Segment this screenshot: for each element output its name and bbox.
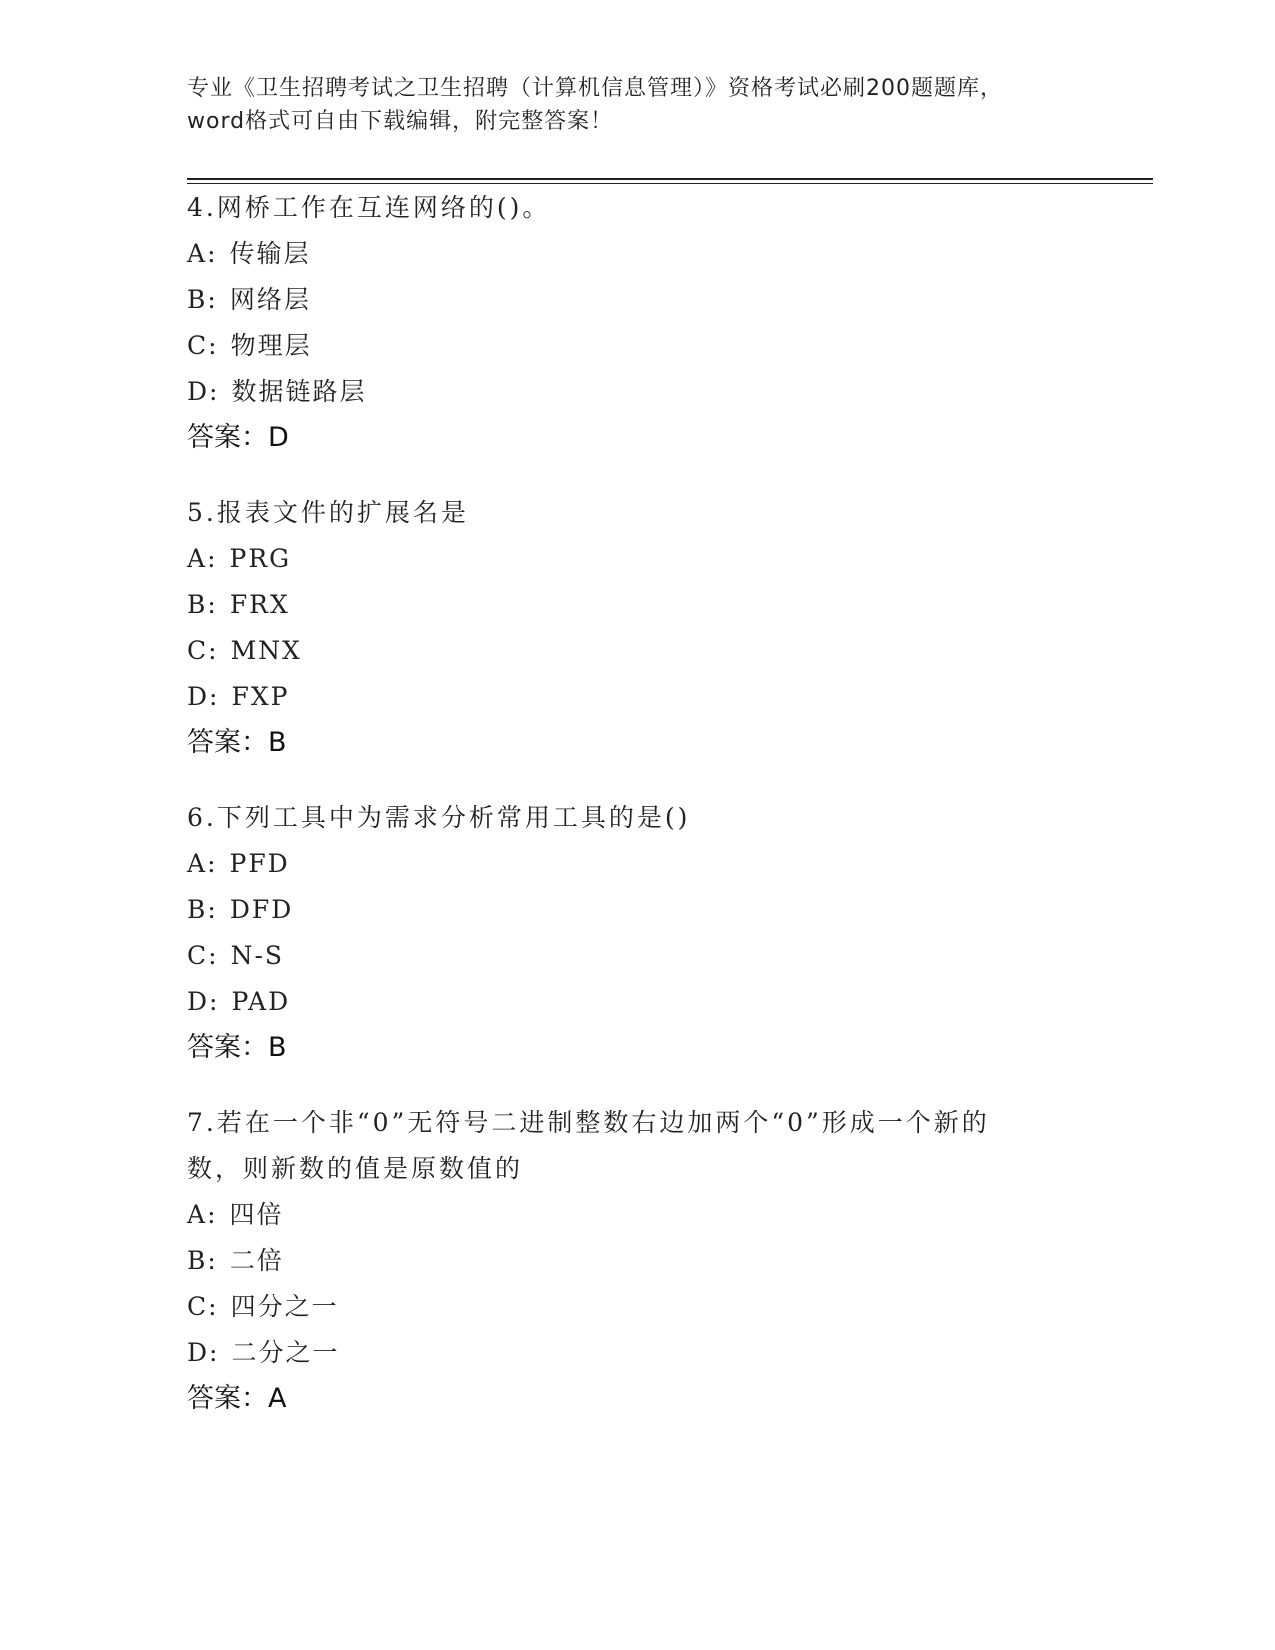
option-text: 物理层	[230, 331, 312, 360]
header-divider-thin	[187, 183, 1153, 184]
option-text: PRG	[229, 544, 292, 573]
option-d	[187, 979, 1087, 1025]
option-separator: :	[207, 1200, 218, 1229]
question-4	[187, 185, 1087, 461]
option-text: 二分之一	[231, 1338, 340, 1367]
question-stem-line2: 数，则新数的值是原数值的	[187, 1154, 524, 1183]
option-separator: :	[209, 682, 220, 711]
option-d	[187, 369, 1087, 415]
answer-label: 答案：	[187, 1032, 268, 1063]
question-6	[187, 795, 1087, 1071]
option-separator: :	[207, 590, 218, 619]
option-text: 传输层	[229, 239, 311, 268]
answer-label: 答案：	[187, 1383, 268, 1414]
option-text: 二倍	[229, 1246, 284, 1275]
option-letter: B	[187, 285, 208, 314]
option-letter: A	[187, 239, 208, 268]
answer-line	[187, 1376, 1087, 1422]
answer-value: A	[268, 1383, 287, 1414]
option-separator: :	[208, 331, 219, 360]
question-5	[187, 490, 1087, 766]
option-letter: C	[187, 941, 209, 970]
header-title-line1: 专业《卫生招聘考试之卫生招聘（计算机信息管理）》资格考试必刷200题题库，	[187, 76, 1003, 101]
option-separator: :	[207, 1246, 218, 1275]
option-text: MNX	[230, 636, 302, 665]
answer-label: 答案：	[187, 727, 268, 758]
answer-line	[187, 415, 1087, 461]
question-stem: 5.报表文件的扩展名是	[187, 498, 469, 527]
question-stem-line1: 7.若在一个非“0”无符号二进制整数右边加两个“0”形成一个新的	[187, 1108, 990, 1137]
option-separator: :	[207, 544, 218, 573]
option-separator: :	[207, 849, 218, 878]
option-b	[187, 887, 1087, 933]
option-separator: :	[208, 636, 219, 665]
question-stem: 6.下列工具中为需求分析常用工具的是()	[187, 803, 691, 832]
option-a	[187, 1192, 1087, 1238]
option-text: 数据链路层	[231, 377, 367, 406]
header-divider-thick	[187, 178, 1153, 180]
option-separator: :	[208, 1292, 219, 1321]
answer-value: B	[268, 1032, 287, 1063]
option-separator: :	[207, 239, 218, 268]
option-text: 网络层	[229, 285, 311, 314]
answer-line	[187, 720, 1087, 766]
option-c	[187, 933, 1087, 979]
option-separator: :	[207, 285, 218, 314]
option-letter: A	[187, 544, 208, 573]
option-letter: C	[187, 636, 209, 665]
option-letter: D	[187, 1338, 210, 1367]
document-header	[187, 72, 1087, 138]
option-letter: B	[187, 1246, 208, 1275]
question-stem: 4.网桥工作在互连网络的()。	[187, 193, 551, 222]
answer-value: B	[268, 727, 287, 758]
option-c	[187, 323, 1087, 369]
answer-value: D	[268, 422, 289, 453]
option-text: 四分之一	[230, 1292, 339, 1321]
option-text: DFD	[229, 895, 294, 924]
option-text: PAD	[231, 987, 291, 1016]
option-text: 四倍	[229, 1200, 284, 1229]
option-letter: A	[187, 1200, 208, 1229]
option-b	[187, 582, 1087, 628]
option-text: N-S	[230, 941, 285, 970]
option-letter: D	[187, 682, 210, 711]
option-separator: :	[207, 895, 218, 924]
option-separator: :	[209, 377, 220, 406]
answer-label: 答案：	[187, 422, 268, 453]
option-letter: B	[187, 895, 208, 924]
option-b	[187, 277, 1087, 323]
option-text: PFD	[229, 849, 290, 878]
option-d	[187, 674, 1087, 720]
option-a	[187, 536, 1087, 582]
option-text: FXP	[231, 682, 290, 711]
option-letter: D	[187, 987, 210, 1016]
option-separator: :	[209, 1338, 220, 1367]
option-letter: A	[187, 849, 208, 878]
option-a	[187, 231, 1087, 277]
answer-line	[187, 1025, 1087, 1071]
question-7	[187, 1100, 1087, 1422]
header-title-line2: word格式可自由下载编辑，附完整答案！	[187, 109, 614, 134]
option-d	[187, 1330, 1087, 1376]
option-separator: :	[209, 987, 220, 1016]
option-c	[187, 628, 1087, 674]
option-letter: D	[187, 377, 210, 406]
option-letter: B	[187, 590, 208, 619]
option-letter: C	[187, 1292, 209, 1321]
option-text: FRX	[229, 590, 290, 619]
option-b	[187, 1238, 1087, 1284]
option-a	[187, 841, 1087, 887]
option-c	[187, 1284, 1087, 1330]
option-separator: :	[208, 941, 219, 970]
option-letter: C	[187, 331, 209, 360]
